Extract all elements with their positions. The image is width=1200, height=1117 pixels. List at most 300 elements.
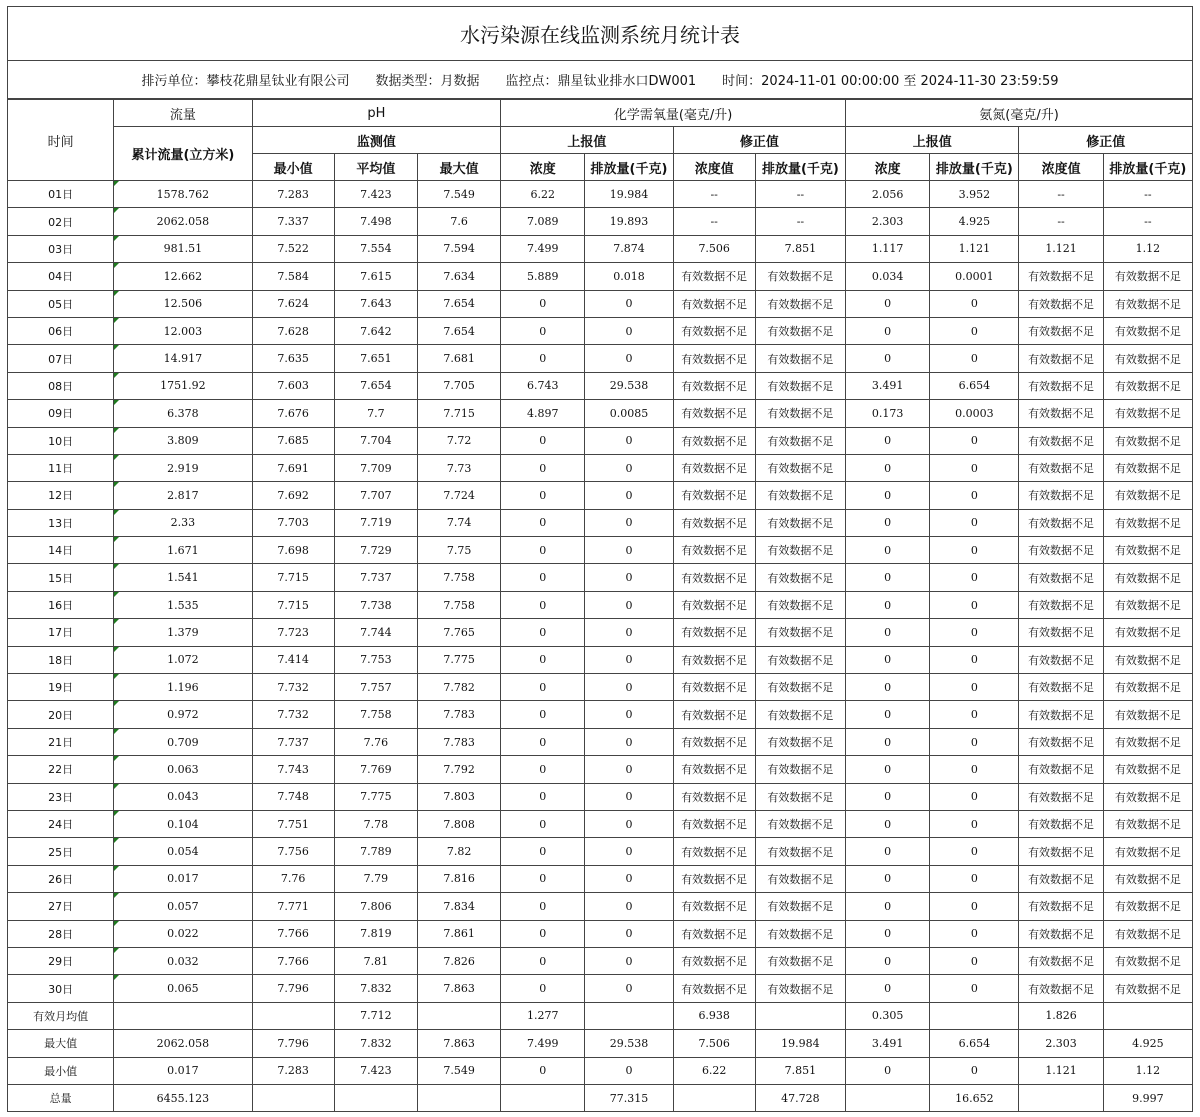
table-cell: 0.017	[114, 1057, 252, 1084]
table-cell: 4.925	[930, 208, 1019, 235]
table-cell	[755, 1002, 845, 1029]
table-cell: 有效数据不足	[1103, 619, 1192, 646]
table-cell: 0	[501, 345, 585, 372]
table-row	[8, 263, 1193, 290]
table-cell: 0.032	[114, 947, 252, 974]
table-cell: 7.851	[755, 235, 845, 262]
table-cell	[846, 1084, 930, 1111]
table-cell: 7.499	[501, 1030, 585, 1057]
table-cell: 7.642	[334, 317, 417, 344]
table-cell: 有效数据不足	[1103, 947, 1192, 974]
row-label: 22日	[8, 756, 114, 783]
table-cell: 0	[501, 865, 585, 892]
table-row	[8, 920, 1193, 947]
table-cell: 7.832	[334, 1030, 417, 1057]
table-cell: 0	[501, 537, 585, 564]
table-row	[8, 454, 1193, 481]
table-cell: 0	[846, 783, 930, 810]
table-cell: 7.806	[334, 893, 417, 920]
row-label: 27日	[8, 893, 114, 920]
row-label: 15日	[8, 564, 114, 591]
table-cell: 7.756	[252, 838, 334, 865]
table-row	[8, 482, 1193, 509]
table-cell: 有效数据不足	[673, 701, 755, 728]
table-cell: --	[673, 181, 755, 208]
row-label: 28日	[8, 920, 114, 947]
table-cell: 7.789	[334, 838, 417, 865]
table-cell: 0	[501, 454, 585, 481]
table-cell: 有效数据不足	[1019, 865, 1103, 892]
table-cell: 有效数据不足	[1103, 591, 1192, 618]
table-cell: 有效数据不足	[673, 427, 755, 454]
table-cell: 0	[501, 619, 585, 646]
ph-avg-header: 平均值	[334, 154, 417, 181]
table-cell: 有效数据不足	[1103, 290, 1192, 317]
nh3-header: 氨氮(毫克/升)	[846, 100, 1193, 127]
table-cell: 有效数据不足	[755, 975, 845, 1002]
table-cell: 有效数据不足	[1103, 838, 1192, 865]
table-cell: 7.766	[252, 920, 334, 947]
table-cell: 有效数据不足	[1019, 427, 1103, 454]
table-body	[8, 181, 1193, 1112]
nh3-reported-header: 上报值	[846, 127, 1019, 154]
table-cell: 有效数据不足	[1103, 701, 1192, 728]
table-cell: 0	[846, 893, 930, 920]
table-cell: 7.554	[334, 235, 417, 262]
row-label: 18日	[8, 646, 114, 673]
table-cell: 有效数据不足	[673, 674, 755, 701]
table-cell: 7.651	[334, 345, 417, 372]
table-cell: 0.104	[114, 810, 252, 837]
table-cell: 7.771	[252, 893, 334, 920]
table-cell: 0.054	[114, 838, 252, 865]
table-cell: 有效数据不足	[1019, 783, 1103, 810]
table-cell: 1.121	[1019, 1057, 1103, 1084]
table-cell: 7.719	[334, 509, 417, 536]
monitor-point: 监控点：鼎星钛业排水口DW001	[505, 74, 697, 89]
table-cell: 有效数据不足	[673, 345, 755, 372]
table-cell: 有效数据不足	[1103, 810, 1192, 837]
table-cell: 7.73	[417, 454, 500, 481]
table-cell: 有效数据不足	[1019, 810, 1103, 837]
table-cell: 7.654	[334, 372, 417, 399]
table-cell: 有效数据不足	[1019, 920, 1103, 947]
table-cell: 0	[930, 838, 1019, 865]
table-cell: 有效数据不足	[673, 537, 755, 564]
table-cell: 0	[846, 701, 930, 728]
table-cell: 7.654	[417, 290, 500, 317]
table-cell: 有效数据不足	[673, 756, 755, 783]
table-cell: 3.809	[114, 427, 252, 454]
table-cell: 1.826	[1019, 1002, 1103, 1029]
table-row	[8, 537, 1193, 564]
table-cell: 7.861	[417, 920, 500, 947]
row-label: 24日	[8, 810, 114, 837]
table-cell: 1.121	[930, 235, 1019, 262]
table-cell: 1.541	[114, 564, 252, 591]
table-cell: 0	[585, 975, 673, 1002]
table-cell: --	[1103, 181, 1192, 208]
table-cell: 0	[585, 838, 673, 865]
table-row	[8, 564, 1193, 591]
table-cell: 有效数据不足	[755, 564, 845, 591]
table-cell: 0	[585, 865, 673, 892]
table-cell: 0	[930, 482, 1019, 509]
cod-cor-emission-header: 排放量(千克)	[755, 154, 845, 181]
table-row	[8, 591, 1193, 618]
table-cell: 7.74	[417, 509, 500, 536]
table-cell: 0	[585, 619, 673, 646]
table-cell: 0	[930, 947, 1019, 974]
table-cell	[114, 1002, 252, 1029]
ph-header: pH	[252, 100, 501, 127]
table-cell: 0	[846, 1057, 930, 1084]
table-cell: 有效数据不足	[755, 591, 845, 618]
table-row	[8, 783, 1193, 810]
table-cell: 0	[585, 674, 673, 701]
table-cell: 1.196	[114, 674, 252, 701]
table-cell: 有效数据不足	[1103, 728, 1192, 755]
table-row	[8, 893, 1193, 920]
table-cell: 0	[585, 646, 673, 673]
table-cell: 9.997	[1103, 1084, 1192, 1111]
row-label: 13日	[8, 509, 114, 536]
table-row	[8, 427, 1193, 454]
table-cell: 0	[501, 893, 585, 920]
table-cell: 0	[585, 509, 673, 536]
row-label: 26日	[8, 865, 114, 892]
table-cell: 有效数据不足	[1103, 564, 1192, 591]
table-cell: 有效数据不足	[755, 947, 845, 974]
flow-cum-header: 累计流量(立方米)	[114, 127, 252, 181]
table-cell	[417, 1084, 500, 1111]
table-cell: 0.018	[585, 263, 673, 290]
table-cell: 有效数据不足	[1019, 756, 1103, 783]
table-cell: 2.056	[846, 181, 930, 208]
table-cell: 有效数据不足	[673, 564, 755, 591]
table-row	[8, 400, 1193, 427]
table-cell: 0	[501, 427, 585, 454]
table-cell: 有效数据不足	[1103, 345, 1192, 372]
table-cell: 有效数据不足	[1103, 509, 1192, 536]
table-cell: 0	[846, 427, 930, 454]
table-cell: 7.851	[755, 1057, 845, 1084]
table-cell: 有效数据不足	[1019, 400, 1103, 427]
table-cell: 0	[585, 591, 673, 618]
row-label: 01日	[8, 181, 114, 208]
table-cell: 7.715	[252, 591, 334, 618]
table-cell: --	[755, 181, 845, 208]
table-cell: 有效数据不足	[755, 920, 845, 947]
row-label: 12日	[8, 482, 114, 509]
table-cell: 0	[930, 454, 1019, 481]
table-cell: 0	[501, 975, 585, 1002]
cod-header: 化学需氧量(毫克/升)	[501, 100, 846, 127]
row-label: 07日	[8, 345, 114, 372]
table-cell: 3.952	[930, 181, 1019, 208]
row-label: 最小值	[8, 1057, 114, 1084]
table-cell	[1019, 1084, 1103, 1111]
table-row	[8, 372, 1193, 399]
table-row	[8, 838, 1193, 865]
summary-row	[8, 1057, 1193, 1084]
table-cell: 7.874	[585, 235, 673, 262]
table-cell: 0	[585, 317, 673, 344]
table-cell: 0	[846, 619, 930, 646]
table-cell: 0	[846, 810, 930, 837]
table-cell: 29.538	[585, 372, 673, 399]
table-cell: 0	[585, 290, 673, 317]
table-cell: 有效数据不足	[755, 893, 845, 920]
table-cell: 有效数据不足	[755, 728, 845, 755]
table-cell: 7.769	[334, 756, 417, 783]
table-cell: 7.834	[417, 893, 500, 920]
table-cell: 7.283	[252, 1057, 334, 1084]
table-cell: 0	[930, 564, 1019, 591]
ph-max-header: 最大值	[417, 154, 500, 181]
table-cell: 0	[501, 1057, 585, 1084]
table-cell: 7.808	[417, 810, 500, 837]
nh3-rep-conc-header: 浓度	[846, 154, 930, 181]
table-cell: 有效数据不足	[755, 509, 845, 536]
table-cell: 0	[501, 317, 585, 344]
table-cell: 有效数据不足	[1103, 783, 1192, 810]
table-cell: 有效数据不足	[673, 263, 755, 290]
row-label: 02日	[8, 208, 114, 235]
table-cell: 7.676	[252, 400, 334, 427]
table-cell: 有效数据不足	[755, 674, 845, 701]
table-cell: 7.715	[252, 564, 334, 591]
table-cell: 0	[846, 345, 930, 372]
table-cell: 0	[501, 646, 585, 673]
summary-row	[8, 1030, 1193, 1057]
table-cell: 6.22	[673, 1057, 755, 1084]
table-cell: 有效数据不足	[755, 646, 845, 673]
table-cell: 0	[501, 564, 585, 591]
table-cell: 有效数据不足	[1103, 482, 1192, 509]
table-cell: 7.723	[252, 619, 334, 646]
table-cell: 2062.058	[114, 208, 252, 235]
table-cell: 有效数据不足	[673, 619, 755, 646]
table-cell: 7.783	[417, 728, 500, 755]
ph-monitor-header: 监测值	[252, 127, 501, 154]
table-cell: 有效数据不足	[1019, 947, 1103, 974]
table-cell: 6.22	[501, 181, 585, 208]
row-label: 11日	[8, 454, 114, 481]
table-cell: 有效数据不足	[755, 783, 845, 810]
table-cell: 7.414	[252, 646, 334, 673]
cod-cor-conc-header: 浓度值	[673, 154, 755, 181]
table-cell: 0	[846, 674, 930, 701]
table-cell: 0	[501, 783, 585, 810]
table-cell: 0	[930, 427, 1019, 454]
table-cell: 6.654	[930, 372, 1019, 399]
table-cell	[585, 1002, 673, 1029]
row-label: 29日	[8, 947, 114, 974]
data-type: 数据类型：月数据	[375, 74, 480, 89]
table-cell: 7.775	[334, 783, 417, 810]
table-cell: 有效数据不足	[1019, 317, 1103, 344]
table-cell: 0	[930, 646, 1019, 673]
table-cell	[673, 1084, 755, 1111]
table-cell: 有效数据不足	[755, 263, 845, 290]
table-row	[8, 208, 1193, 235]
table-cell: 0.173	[846, 400, 930, 427]
table-cell: 7.738	[334, 591, 417, 618]
table-cell: 0	[930, 345, 1019, 372]
table-cell: 有效数据不足	[1103, 454, 1192, 481]
table-cell: 0	[930, 619, 1019, 646]
table-cell: 0	[585, 893, 673, 920]
table-cell: 0	[501, 947, 585, 974]
table-cell: 3.491	[846, 1030, 930, 1057]
table-cell: 7.75	[417, 537, 500, 564]
table-cell: 7.758	[417, 591, 500, 618]
table-cell: 7.765	[417, 619, 500, 646]
table-cell: 7.792	[417, 756, 500, 783]
table-cell: 有效数据不足	[673, 783, 755, 810]
table-row	[8, 235, 1193, 262]
table-cell: 2.919	[114, 454, 252, 481]
row-label: 05日	[8, 290, 114, 317]
summary-row	[8, 1084, 1193, 1111]
table-cell: 有效数据不足	[755, 372, 845, 399]
table-cell: 29.538	[585, 1030, 673, 1057]
table-cell: 7.819	[334, 920, 417, 947]
table-row	[8, 181, 1193, 208]
table-cell: 0.0001	[930, 263, 1019, 290]
table-cell: 0	[930, 1057, 1019, 1084]
table-cell: 7.549	[417, 1057, 500, 1084]
table-cell: 7.732	[252, 674, 334, 701]
table-cell: 0	[846, 975, 930, 1002]
table-cell: 0	[501, 810, 585, 837]
table-cell: 0	[930, 920, 1019, 947]
table-cell: 7.783	[417, 701, 500, 728]
table-cell: 7.506	[673, 1030, 755, 1057]
monthly-stats-table	[7, 99, 1193, 1112]
table-cell: 7.796	[252, 1030, 334, 1057]
table-cell: 有效数据不足	[673, 865, 755, 892]
table-cell: 6.938	[673, 1002, 755, 1029]
table-row	[8, 646, 1193, 673]
table-cell: 12.662	[114, 263, 252, 290]
table-cell: 有效数据不足	[1019, 509, 1103, 536]
table-cell: 0	[585, 1057, 673, 1084]
table-cell: 7.863	[417, 975, 500, 1002]
discharge-unit: 排污单位：攀枝花鼎星钛业有限公司	[141, 74, 350, 89]
table-cell: 0	[846, 509, 930, 536]
table-cell: 0.022	[114, 920, 252, 947]
row-label: 25日	[8, 838, 114, 865]
table-cell: 有效数据不足	[755, 756, 845, 783]
table-cell: 1.12	[1103, 235, 1192, 262]
table-cell: 7.863	[417, 1030, 500, 1057]
table-cell: 有效数据不足	[755, 290, 845, 317]
table-cell: 有效数据不足	[673, 454, 755, 481]
table-cell: 7.603	[252, 372, 334, 399]
table-row	[8, 619, 1193, 646]
table-cell	[334, 1084, 417, 1111]
table-row	[8, 947, 1193, 974]
row-label: 06日	[8, 317, 114, 344]
table-cell: 有效数据不足	[1019, 345, 1103, 372]
row-label: 14日	[8, 537, 114, 564]
table-cell: 0.0003	[930, 400, 1019, 427]
table-cell: 有效数据不足	[1103, 646, 1192, 673]
table-cell: 有效数据不足	[1019, 646, 1103, 673]
table-cell: 有效数据不足	[673, 646, 755, 673]
table-cell: 7.729	[334, 537, 417, 564]
table-cell: 7.79	[334, 865, 417, 892]
row-label: 16日	[8, 591, 114, 618]
row-label: 20日	[8, 701, 114, 728]
table-cell: 4.925	[1103, 1030, 1192, 1057]
table-cell: 7.615	[334, 263, 417, 290]
table-cell: 0.972	[114, 701, 252, 728]
nh3-corrected-header: 修正值	[1019, 127, 1193, 154]
table-cell: 7.643	[334, 290, 417, 317]
table-cell: 0	[930, 509, 1019, 536]
table-cell: 7.712	[334, 1002, 417, 1029]
table-cell: 0.065	[114, 975, 252, 1002]
ph-min-header: 最小值	[252, 154, 334, 181]
table-cell: 0	[930, 865, 1019, 892]
table-cell: 1.121	[1019, 235, 1103, 262]
table-cell: 有效数据不足	[1019, 701, 1103, 728]
table-cell: 0	[501, 290, 585, 317]
table-cell: 有效数据不足	[1103, 865, 1192, 892]
table-cell: 0	[585, 564, 673, 591]
table-cell: 有效数据不足	[1019, 290, 1103, 317]
table-cell: 0	[846, 591, 930, 618]
table-cell: 7.692	[252, 482, 334, 509]
table-cell: 有效数据不足	[755, 482, 845, 509]
table-cell: 有效数据不足	[1103, 372, 1192, 399]
table-cell: 7.549	[417, 181, 500, 208]
table-cell	[501, 1084, 585, 1111]
table-cell: 47.728	[755, 1084, 845, 1111]
table-cell: 19.984	[585, 181, 673, 208]
table-cell: 0.034	[846, 263, 930, 290]
table-cell: 7.737	[252, 728, 334, 755]
table-cell: 有效数据不足	[673, 591, 755, 618]
table-cell: 0	[846, 865, 930, 892]
table-cell: 1.117	[846, 235, 930, 262]
table-cell: 7.709	[334, 454, 417, 481]
table-cell: 7.705	[417, 372, 500, 399]
table-cell: 有效数据不足	[755, 619, 845, 646]
table-cell: 0	[930, 783, 1019, 810]
table-cell: 7.624	[252, 290, 334, 317]
table-cell: 7.498	[334, 208, 417, 235]
table-cell: 有效数据不足	[1103, 975, 1192, 1002]
table-cell: 2.817	[114, 482, 252, 509]
table-cell: 有效数据不足	[755, 838, 845, 865]
table-cell: 2.303	[1019, 1030, 1103, 1057]
table-row	[8, 756, 1193, 783]
table-cell: 0	[846, 317, 930, 344]
table-cell: 有效数据不足	[1019, 372, 1103, 399]
table-cell: 0	[846, 728, 930, 755]
table-cell: 7.584	[252, 263, 334, 290]
table-cell: 有效数据不足	[673, 509, 755, 536]
table-cell: 5.889	[501, 263, 585, 290]
table-cell: 7.743	[252, 756, 334, 783]
table-cell: 0	[585, 427, 673, 454]
table-cell: 0.043	[114, 783, 252, 810]
table-cell: 0	[585, 537, 673, 564]
